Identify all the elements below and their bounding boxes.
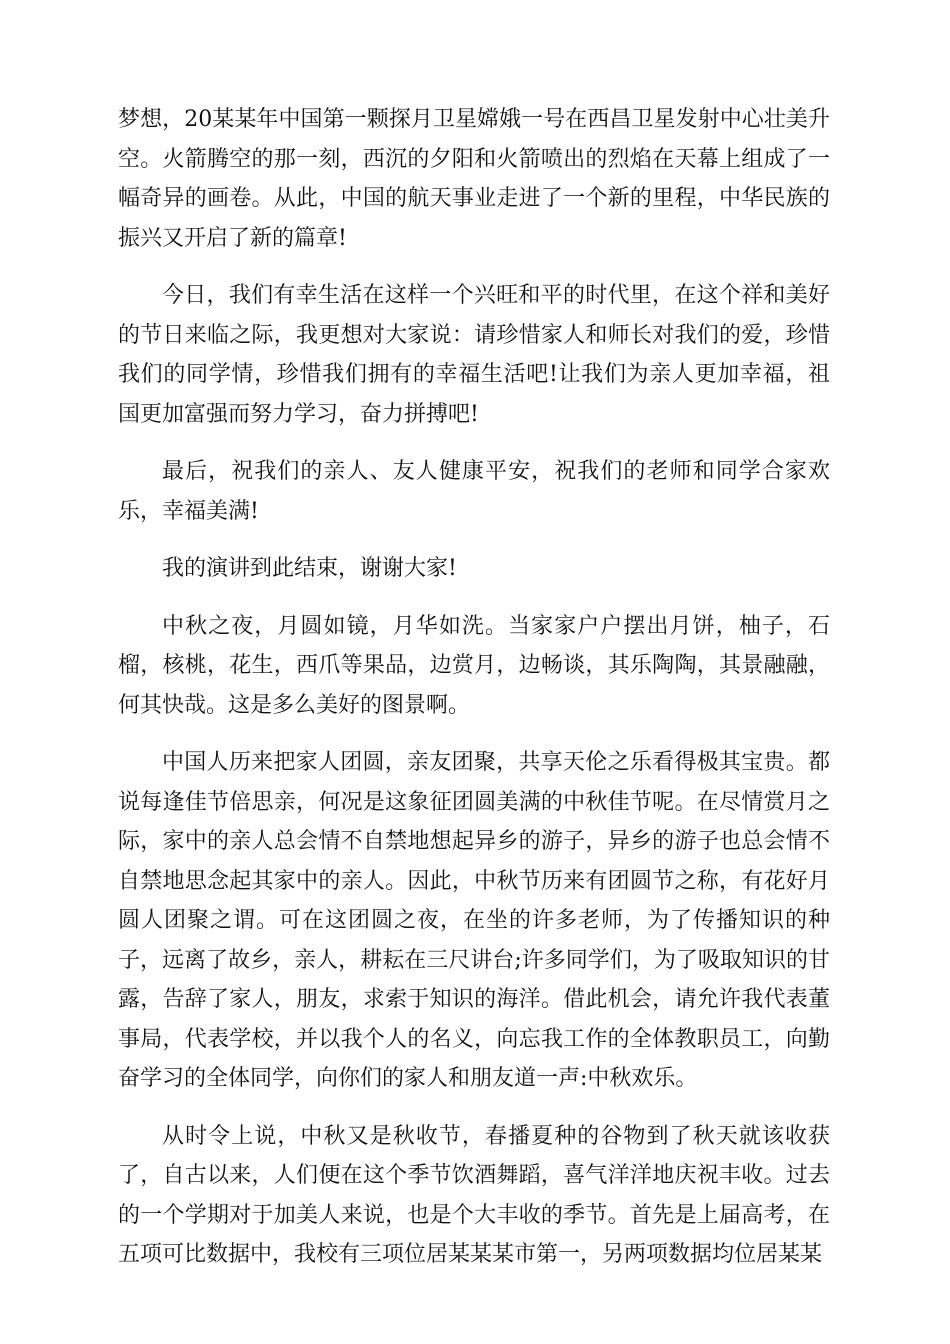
- paragraph-harvest: 从时令上说，中秋又是秋收节，春播夏种的谷物到了秋天就该收获了，自古以来，人们便在这个季节饮酒舞蹈，喜气洋洋地庆祝丰收。过去的一个学期对于加美人来说，也是个大丰收的季节。首先是上届高考，在五项可比数据中，我校有三项位居某某某市第一，另两项数据均位居某某: [118, 1123, 830, 1267]
- paragraph-closing: 我的演讲到此结束，谢谢大家!: [162, 556, 457, 581]
- paragraph-moon-probe: 梦想，20某某年中国第一颗探月卫星嫦娥一号在西昌卫星发射中心壮美升空。火箭腾空的那一刻，西沉的夕阳和火箭喷出的烈焰在天幕上组成了一幅奇异的画卷。从此，中国的航天事业走进了一个新的里程，中华民族的振兴又开启了新的篇章!: [118, 107, 830, 251]
- document-page: [118, 100, 830, 1293]
- paragraph-mid-autumn-night: 中秋之夜，月圆如镜，月华如洗。当家家户户摆出月饼，柚子，石榴，核桃，花生，西爪等果品，边赏月，边畅谈，其乐陶陶，其景融融，何其快哉。这是多么美好的图景啊。: [118, 613, 830, 718]
- paragraph-wishes: 最后，祝我们的亲人、友人健康平安，祝我们的老师和同学合家欢乐，幸福美满!: [118, 459, 830, 524]
- paragraph-cherish: 今日，我们有幸生活在这样一个兴旺和平的时代里，在这个祥和美好的节日来临之际，我更想对大家说：请珍惜家人和师长对我们的爱，珍惜我们的同学情，珍惜我们拥有的幸福生活吧!让我们为亲人更加幸福，祖国更加富强而努力学习，奋力拼搏吧!: [118, 283, 830, 427]
- paragraph-reunion: 中国人历来把家人团圆，亲友团聚，共享天伦之乐看得极其宝贵。都说每逢佳节倍思亲，何况是这象征团圆美满的中秋佳节呢。在尽情赏月之际，家中的亲人总会情不自禁地想起异乡的游子，异乡的游子也总会情不自禁地思念起其家中的亲人。因此，中秋节历来有团圆节之称，有花好月圆人团聚之谓。可在这团圆之夜，在坐的许多老师，为了传播知识的种子，远离了故乡，亲人，耕耘在三尺讲台;许多同学们，为了吸取知识的甘露，告辞了家人，朋友，求索于知识的海洋。借此机会，请允许我代表董事局，代表学校，并以我个人的名义，向忘我工作的全体教职员工，向勤奋学习的全体同学，向你们的家人和朋友道一声:中秋欢乐。: [118, 750, 830, 1091]
